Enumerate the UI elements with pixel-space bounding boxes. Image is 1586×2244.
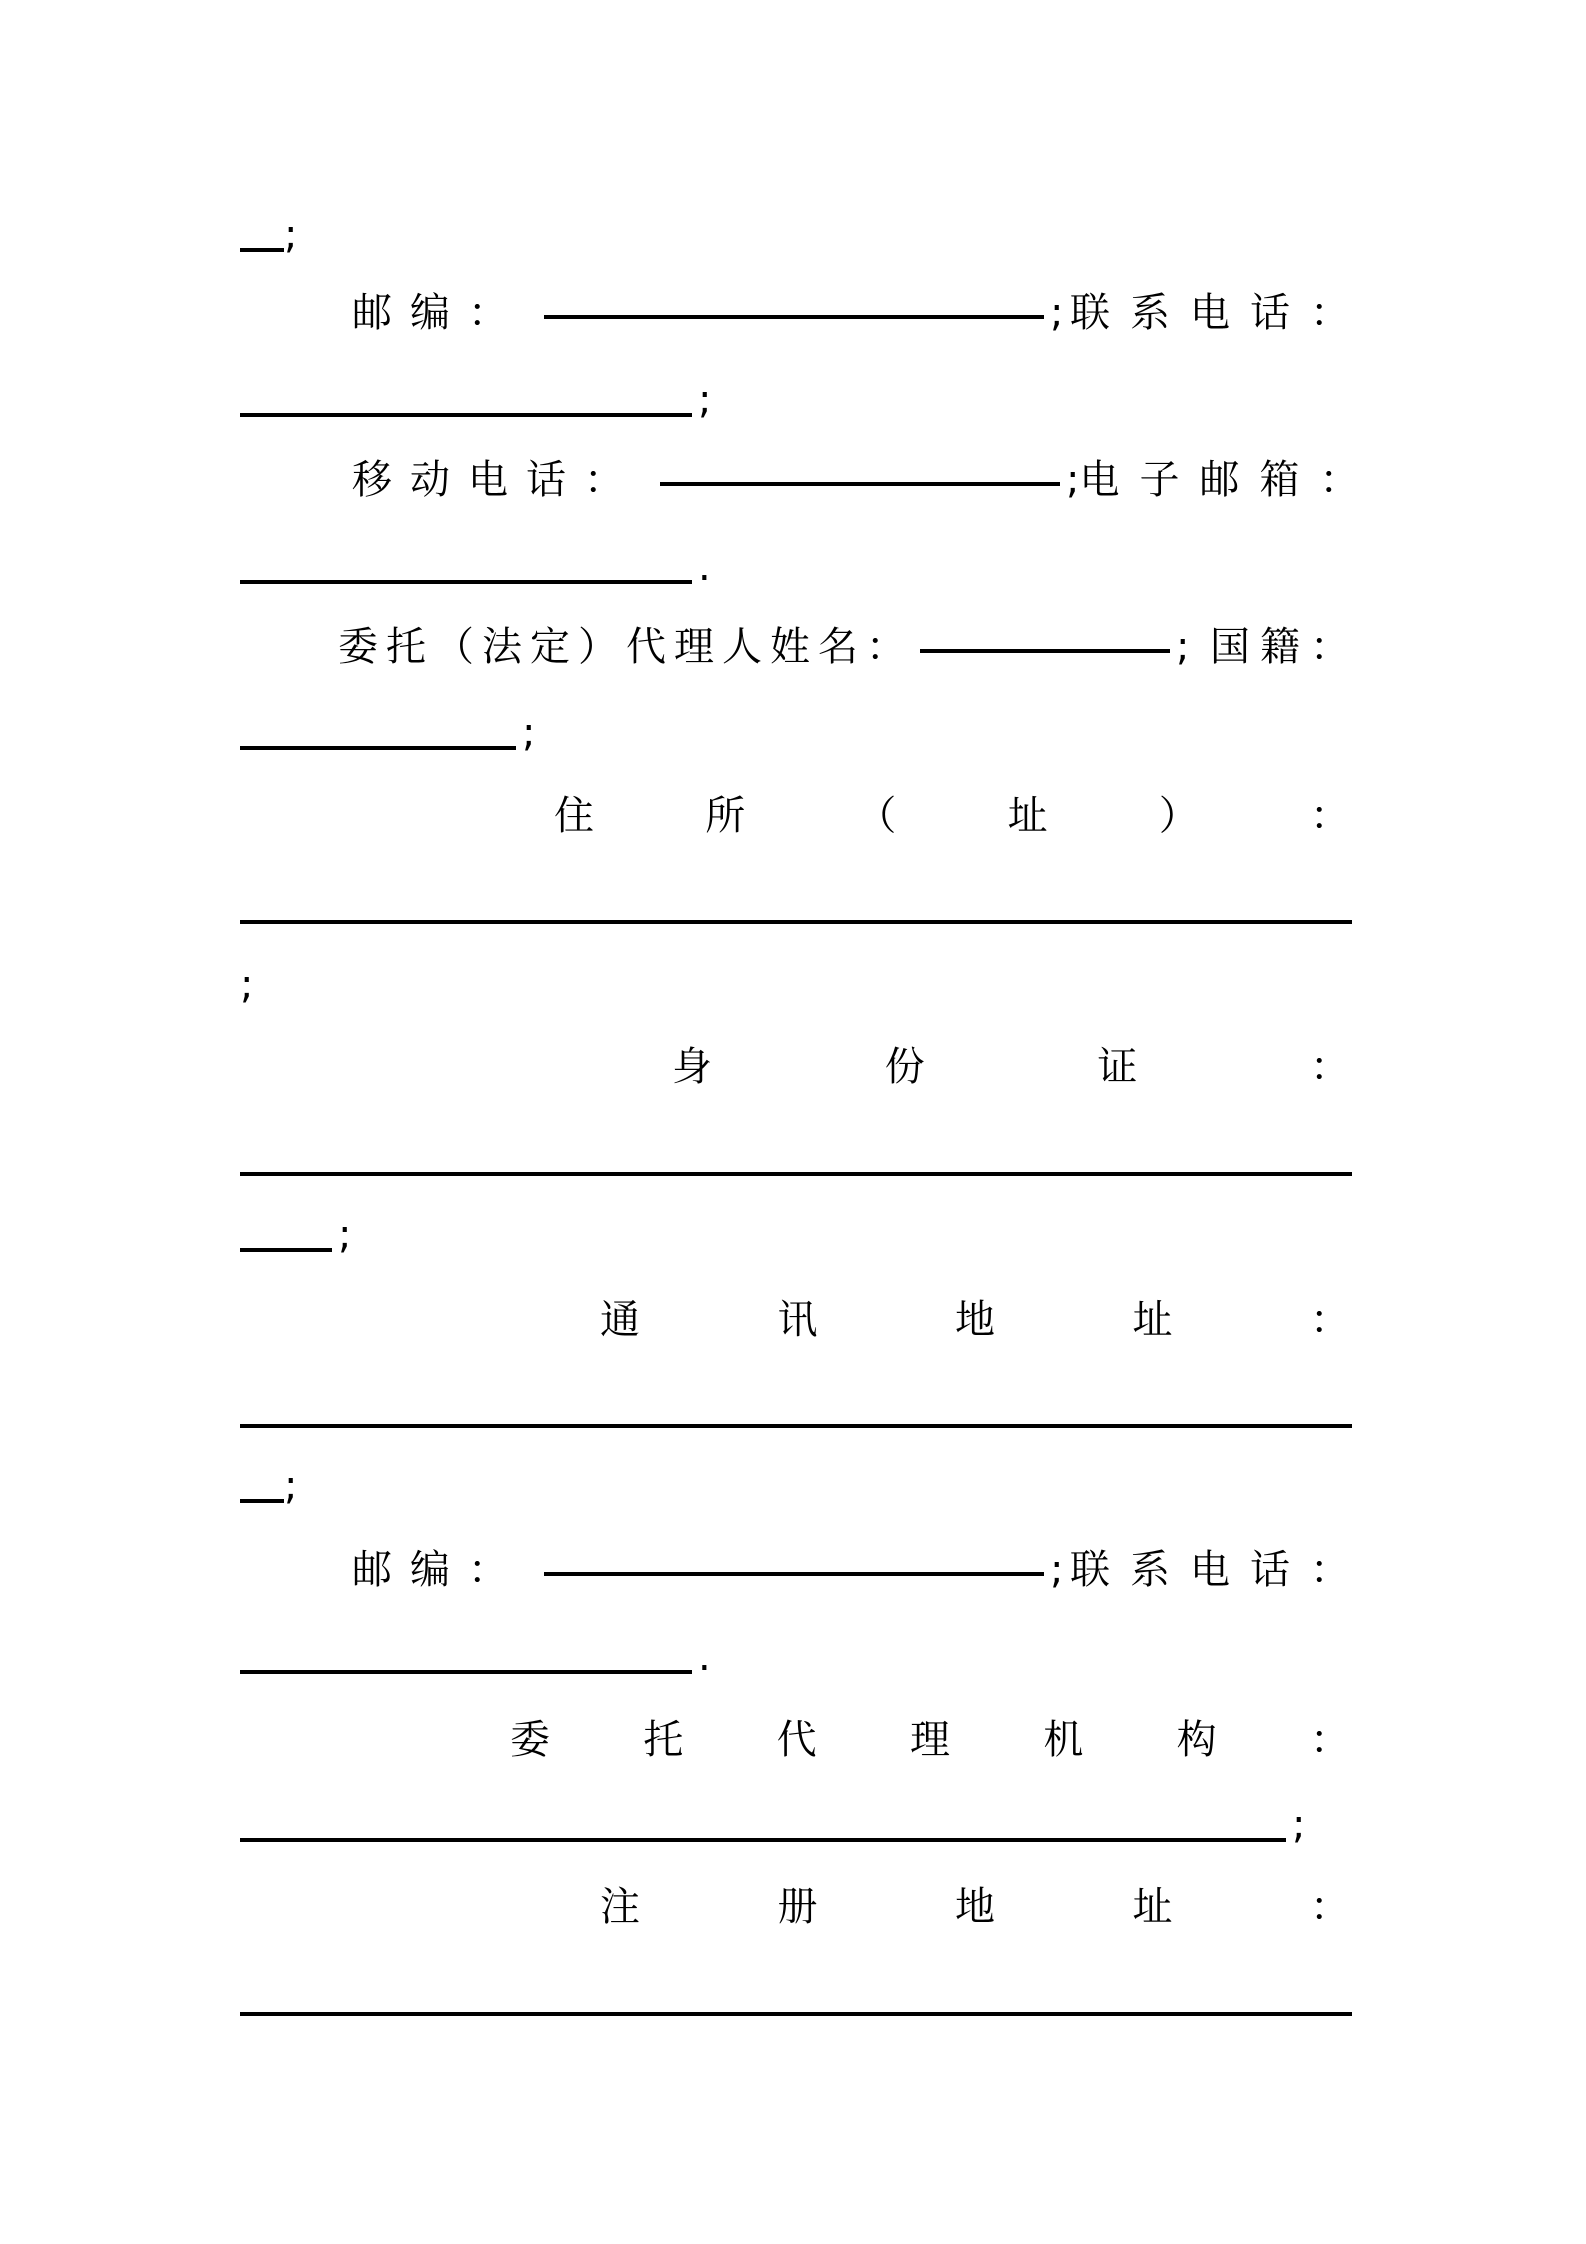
agency-char: 托 <box>643 1717 684 1763</box>
registered-address-blank[interactable] <box>240 2012 1352 2016</box>
id-card-blank[interactable] <box>240 1172 1352 1176</box>
phone-blank[interactable] <box>240 413 692 417</box>
address-continuation-line <box>240 205 1350 265</box>
mailing-address-char: 讯 <box>777 1297 818 1343</box>
residence-char: 住 <box>554 793 594 839</box>
id-card-char: ： <box>1309 1044 1350 1090</box>
line-end-punct: ; <box>698 377 712 423</box>
residence-char: 址 <box>1007 793 1048 839</box>
mailing-address-char: 址 <box>1132 1297 1173 1343</box>
email-blank[interactable] <box>240 580 692 584</box>
agent-name-blank[interactable] <box>920 649 1170 653</box>
residence-blank[interactable] <box>240 920 1352 924</box>
agency-char: 理 <box>909 1717 950 1763</box>
postcode-label: 邮编： <box>352 290 526 336</box>
agency-char: 机 <box>1043 1717 1084 1763</box>
registered-address-char: 地 <box>955 1884 995 1930</box>
mailing-address-blank[interactable] <box>240 1424 1352 1428</box>
phone-continuation-line <box>240 370 1350 430</box>
agency-blank[interactable] <box>240 1838 1286 1842</box>
registered-address-char: 册 <box>777 1884 818 1930</box>
line-end-punct: ; <box>1292 1802 1306 1848</box>
line-end-punct: ; <box>284 1463 298 1509</box>
line-end-punct: ; <box>522 710 536 756</box>
residence-end-line <box>240 955 1350 1015</box>
id-card-char: 证 <box>1097 1044 1138 1090</box>
nationality-blank[interactable] <box>240 746 516 750</box>
separator-punct: ; <box>1050 1547 1064 1593</box>
postcode-blank[interactable] <box>544 1572 1044 1576</box>
postcode-label: 邮编： <box>352 1547 526 1593</box>
registered-address-label-line <box>240 1877 1350 1937</box>
line-end-punct: ; <box>284 212 298 258</box>
agency-char: 委 <box>510 1717 550 1763</box>
mailing-address-label-line <box>240 1290 1350 1350</box>
registered-address-char: 址 <box>1132 1884 1173 1930</box>
phone-label: 联系电话： <box>1070 290 1370 336</box>
agency-label-line <box>240 1710 1350 1770</box>
agent-phone-continuation-line <box>240 1627 1350 1687</box>
agency-char: 构 <box>1176 1717 1217 1763</box>
mailing-address-char: ： <box>1310 1297 1350 1343</box>
registered-address-char: 注 <box>600 1884 640 1930</box>
line-end-punct: . <box>698 1634 711 1680</box>
phone-label: 联系电话： <box>1070 1547 1370 1593</box>
email-label: 电子邮箱： <box>1079 457 1380 503</box>
phone-blank[interactable] <box>240 1670 692 1674</box>
residence-char: ） <box>1158 793 1199 839</box>
postcode-blank[interactable] <box>544 315 1044 319</box>
nationality-continuation-line <box>240 703 1350 763</box>
postcode-phone-line <box>240 283 1370 343</box>
residence-char: ： <box>1309 793 1350 839</box>
agency-char: ： <box>1309 1717 1350 1763</box>
agent-postcode-phone-line <box>240 1540 1370 1600</box>
separator-punct: ; <box>1050 290 1064 336</box>
mailing-address-char: 通 <box>600 1297 640 1343</box>
nationality-label: 国籍： <box>1210 624 1360 670</box>
agency-blank-line <box>240 1795 1350 1855</box>
agency-char: 代 <box>776 1717 817 1763</box>
line-end-punct: ; <box>240 962 254 1008</box>
id-card-char: 身 <box>672 1044 712 1090</box>
mailing-address-continuation-line <box>240 1456 1350 1516</box>
residence-char: 所 <box>705 793 746 839</box>
mobile-email-line <box>240 450 1380 510</box>
id-card-label-line <box>240 1037 1350 1097</box>
email-continuation-line <box>240 537 1350 597</box>
agent-name-nationality-line <box>240 617 1360 677</box>
id-card-blank-tail[interactable] <box>240 1248 332 1252</box>
residence-char: （ <box>856 793 897 839</box>
id-card-continuation-line <box>240 1205 1350 1265</box>
separator-punct: ; <box>1176 624 1190 670</box>
fill-blank[interactable] <box>240 248 284 252</box>
line-end-punct: ; <box>338 1212 352 1258</box>
residence-label-line <box>240 786 1350 846</box>
mailing-address-blank-tail[interactable] <box>240 1499 284 1503</box>
mobile-blank[interactable] <box>660 482 1060 486</box>
mobile-label: 移动电话： <box>352 457 642 503</box>
id-card-char: 份 <box>884 1044 925 1090</box>
agent-name-label: 委托（法定）代理人姓名： <box>338 624 914 670</box>
separator-punct: ; <box>1066 457 1080 503</box>
registered-address-char: ： <box>1310 1884 1350 1930</box>
line-end-punct: . <box>698 544 711 590</box>
mailing-address-char: 地 <box>955 1297 995 1343</box>
